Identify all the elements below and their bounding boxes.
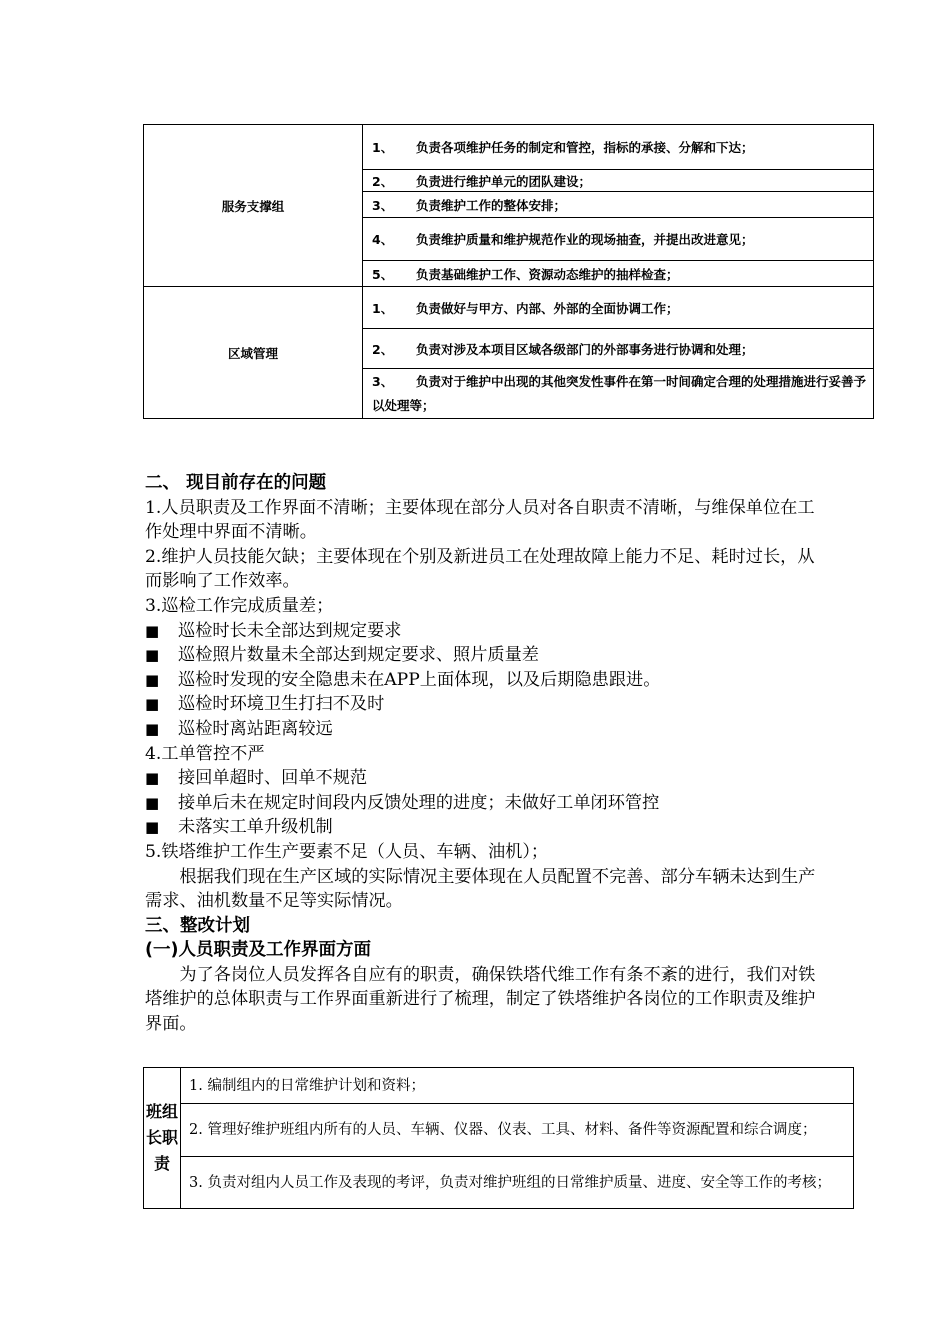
duty-number: 5、: [372, 266, 394, 282]
duty-cell: [181, 1104, 854, 1157]
duty-text: 负责维护质量和维护规范作业的现场抽查，并提出改进意见；: [416, 232, 754, 247]
bullet-icon: ■: [145, 769, 160, 788]
list-item: [145, 766, 825, 791]
duty-cell: [363, 125, 874, 170]
bullet-icon: ■: [145, 719, 160, 738]
bullet-icon: ■: [145, 818, 160, 837]
list-item-text: 巡检时发现的安全隐患未在APP上面体现，以及后期隐患跟进。: [178, 669, 661, 690]
list-item: [145, 619, 825, 644]
duty-number: 4、: [372, 232, 394, 247]
list-item-text: 巡检照片数量未全部达到规定要求、照片质量差: [178, 645, 539, 666]
duty-cell: [363, 261, 874, 287]
section-heading-plan: 三、整改计划: [145, 915, 250, 936]
plan-paragraph: 为了各岗位人员发挥各自应有的职责，确保铁塔代维工作有条不紊的进行，我们对铁塔维护的总体职责与工作界面重新进行了梳理，制定了铁塔维护各岗位的工作职责及维护界面。: [145, 964, 816, 1035]
bullet-icon: ■: [145, 670, 160, 689]
bullet-icon: ■: [145, 695, 160, 714]
sub-heading-responsibilities: (一)人员职责及工作界面方面: [145, 940, 371, 961]
group-name: 服务支撑组: [221, 198, 285, 214]
duty-text: 负责进行维护单元的团队建设；: [416, 173, 592, 189]
duty-cell: [363, 218, 874, 261]
duty-text: 负责维护工作的整体安排；: [416, 197, 567, 213]
duty-number: 2、: [372, 341, 394, 357]
table-row: [144, 1104, 854, 1157]
problem-item-2: 2.维护人员技能欠缺；主要体现在个别及新进员工在处理故障上能力不足、耗时过长，从而影响了工作效率。: [145, 546, 815, 592]
problem-item-3: 3.巡检工作完成质量差；: [145, 595, 334, 616]
list-item-text: 巡检时长未全部达到规定要求: [178, 620, 402, 641]
duty-text: 负责基础维护工作、资源动态维护的抽样检查；: [416, 266, 679, 282]
problem-item-5: 5.铁塔维护工作生产要素不足（人员、车辆、油机）；: [145, 841, 549, 862]
role-cell: [144, 1068, 181, 1209]
table-row: [144, 1068, 854, 1104]
list-item: [145, 668, 825, 693]
group-name: 区域管理: [227, 345, 278, 361]
duty-cell: [363, 287, 874, 329]
duty-text: 负责各项维护任务的制定和管控，指标的承接、分解和下达；: [416, 140, 754, 155]
role-label: 班组长职责: [145, 1102, 178, 1173]
group-cell-area-management: [144, 287, 363, 419]
duty-number: 2、: [372, 173, 394, 189]
list-item: [145, 815, 825, 840]
duty-text: 负责对于维护中出现的其他突发性事件在第一时间确定合理的处理措施进行妥善予以处理等；: [372, 373, 867, 413]
problem-item-5-detail: 根据我们现在生产区域的实际情况主要体现在人员配置不完善、部分车辆未达到生产需求、油机数量不足等实际情况。: [145, 866, 816, 912]
duty-cell: [181, 1157, 854, 1209]
list-item-text: 接单后未在规定时间段内反馈处理的进度；未做好工单闭环管控: [178, 792, 660, 813]
duty-cell: [363, 170, 874, 192]
list-item: [145, 717, 825, 742]
table-row: [144, 125, 874, 170]
duty-text: 负责做好与甲方、内部、外部的全面协调工作；: [416, 300, 679, 316]
list-item: [145, 643, 825, 668]
list-item: [145, 692, 825, 717]
bullet-icon: ■: [145, 646, 160, 665]
problem-item-4: 4.工单管控不严: [145, 743, 265, 764]
duty-cell: [363, 192, 874, 218]
duty-text: 2. 管理好维护班组内所有的人员、车辆、仪器、仪表、工具、材料、备件等资源配置和综合调度；: [189, 1122, 817, 1138]
bullet-icon: ■: [145, 621, 160, 640]
duty-text: 3. 负责对组内人员工作及表现的考评，负责对维护班组的日常维护质量、进度、安全等工作的考核；: [189, 1174, 831, 1191]
duty-cell: [363, 329, 874, 369]
duty-cell: [363, 369, 874, 419]
duty-number: 3、: [372, 373, 394, 389]
table-row: [144, 1157, 854, 1209]
section-heading-problems: 二、 现目前存在的问题: [145, 473, 327, 493]
list-item-text: 接回单超时、回单不规范: [178, 768, 368, 789]
bullet-icon: ■: [145, 793, 160, 812]
duty-number: 3、: [372, 197, 394, 213]
duty-text: 负责对涉及本项目区域各级部门的外部事务进行协调和处理；: [416, 341, 754, 357]
duty-number: 1、: [372, 300, 394, 316]
duty-cell: [181, 1068, 854, 1104]
document-body: [145, 471, 825, 1037]
list-item-text: 未落实工单升级机制: [178, 817, 333, 838]
table-row: [144, 287, 874, 329]
team-leader-duty-table: [143, 1067, 854, 1209]
problem-item-1: 1.人员职责及工作界面不清晰；主要体现在部分人员对各自职责不清晰，与维保单位在工作处理中界面不清晰。: [145, 497, 815, 543]
responsibility-table: [143, 124, 874, 419]
list-item: [145, 791, 825, 816]
group-cell-service-support: [144, 125, 363, 287]
list-item-text: 巡检时环境卫生打扫不及时: [178, 694, 385, 715]
duty-number: 1、: [372, 140, 394, 155]
list-item-text: 巡检时离站距离较远: [178, 718, 333, 739]
duty-text: 1. 编制组内的日常维护计划和资料；: [189, 1077, 425, 1094]
